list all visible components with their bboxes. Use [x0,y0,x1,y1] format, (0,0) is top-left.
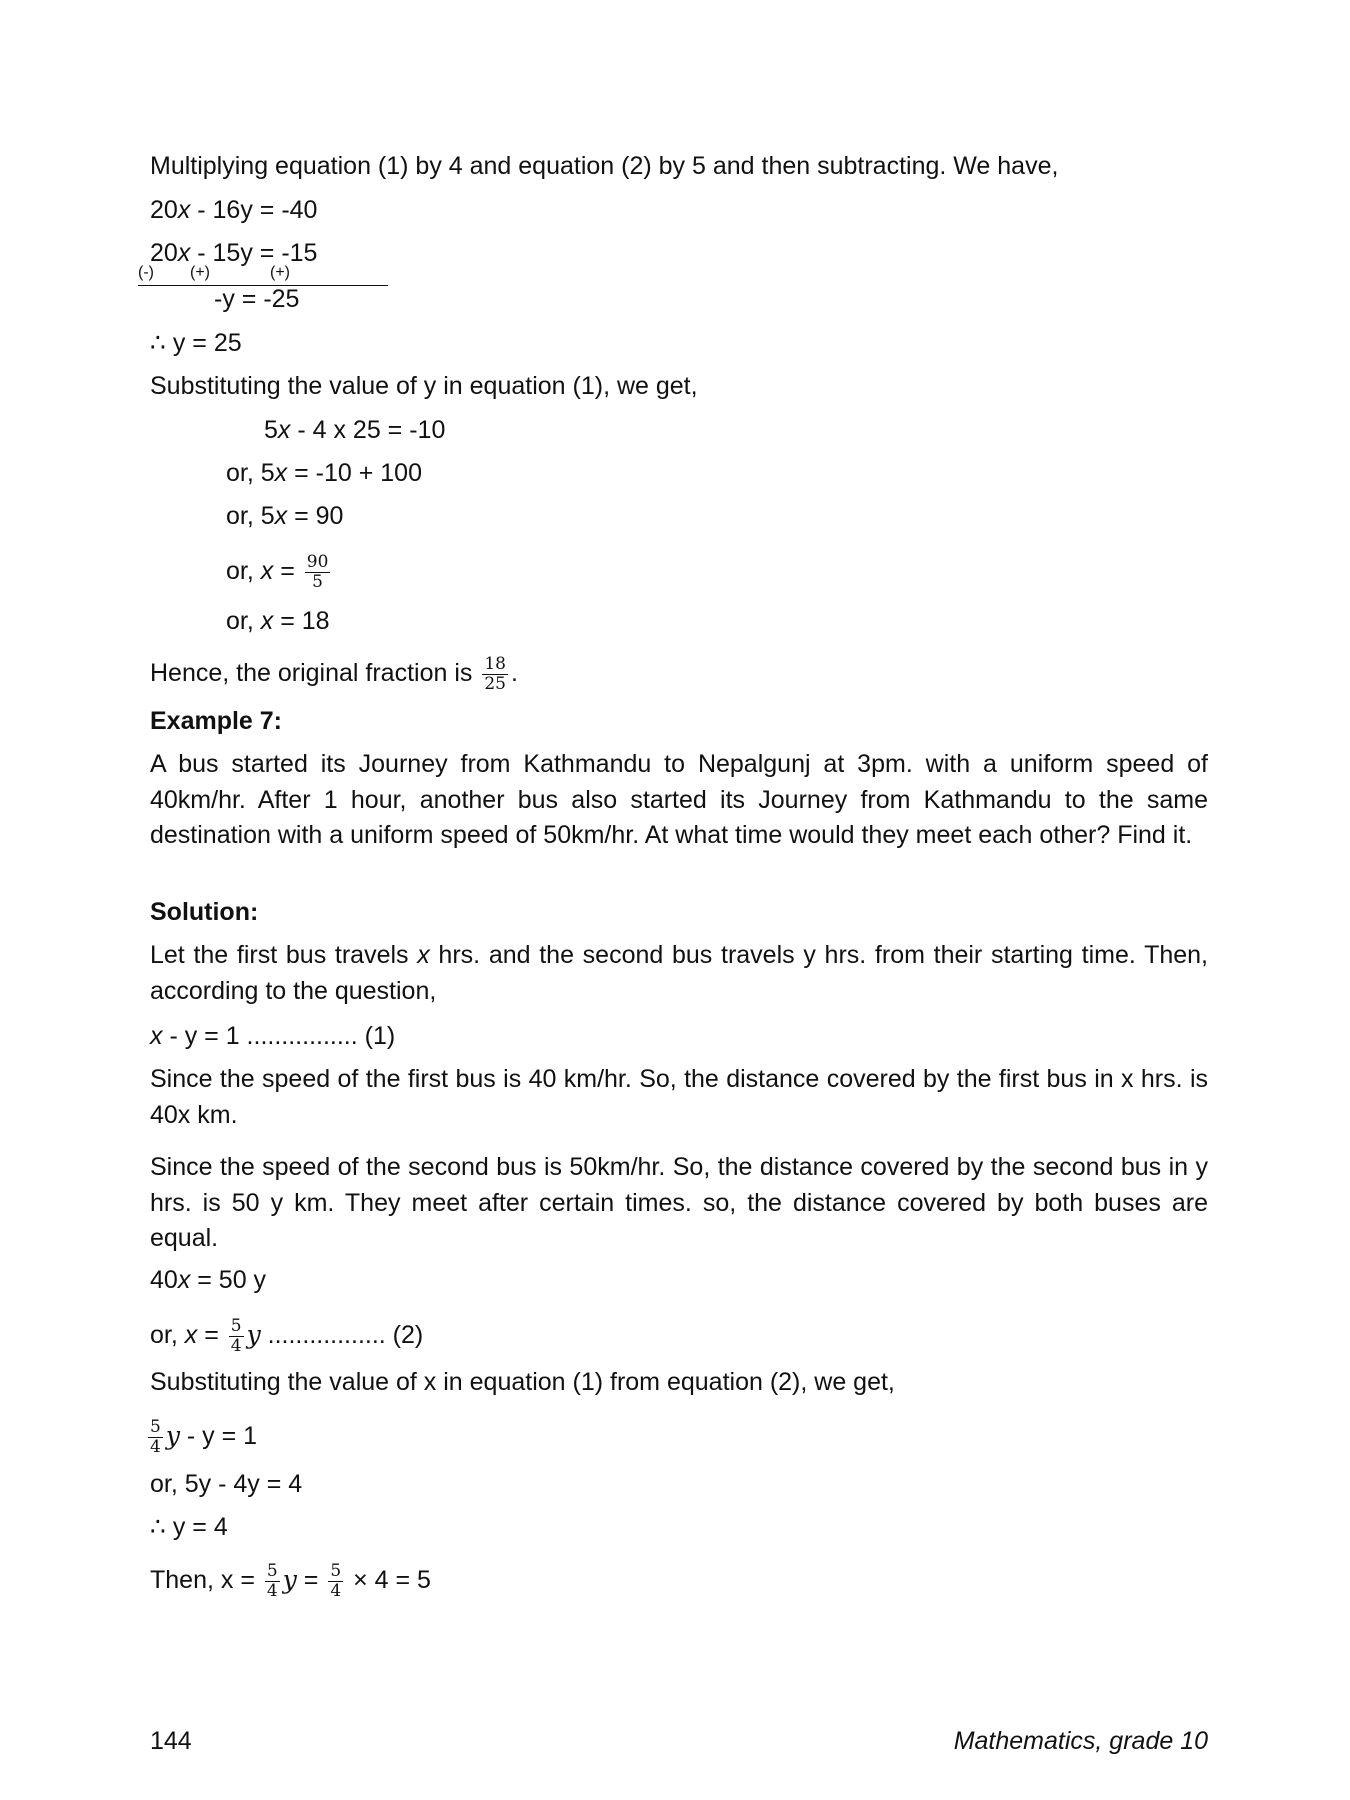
equation-3-y: y [165,1421,180,1451]
step-5-var: x [260,607,274,635]
substitution-line-2: Substituting the value of x in equation (1) from equation (2), we get, [150,1368,895,1396]
step-5 [226,606,330,636]
fraction-denominator: 25 [484,674,506,694]
example-title: Example 7: [150,707,283,735]
step-1-lead: 5 [264,416,278,444]
book-title: Mathematics, grade 10 [953,1727,1208,1755]
fraction-denominator: 4 [266,1581,278,1601]
step-1-var: x [277,416,291,444]
equation-difference: -y = -25 [214,285,300,313]
equation-1 [150,1021,395,1051]
equation-5 [150,1562,431,1601]
fraction-denominator: 4 [330,1581,342,1601]
fraction-denominator: 5 [312,572,323,592]
equation-speed-rest: = 50 y [190,1266,267,1294]
step-4-var: x [260,557,274,586]
step-2-rest: = -10 + 100 [287,459,422,487]
sign-minus: (-) [138,264,154,281]
fraction-90-over-5 [305,553,331,592]
fraction-denominator: 4 [150,1437,161,1457]
equation-2-y: y [246,1320,261,1350]
equation-3 [148,1418,257,1457]
hence-period: . [510,659,518,688]
fraction-numerator: 18 [484,654,506,674]
fraction-numerator: 5 [266,1561,278,1581]
step-1-rest: - 4 x 25 = -10 [290,416,446,444]
hence-text: Hence, the original fraction is [150,659,480,688]
equation-a-var: x [177,196,191,224]
equation-a-rest: - 16y = -40 [190,196,318,224]
therefore-y-25: ∴ y = 25 [150,329,242,357]
equation-1-rest: - y = 1 ................ (1) [162,1022,396,1050]
equation-5-rest: × 4 = 5 [346,1566,431,1595]
step-5-rest: = 18 [273,607,330,635]
sign-plus-2: (+) [270,264,290,281]
equation-2-var: x [184,1321,198,1350]
fraction-numerator: 5 [230,1316,242,1336]
step-3-var: x [274,502,288,530]
fraction-5-over-4-a [265,1562,280,1601]
equation-speed [150,1265,266,1295]
step-4 [226,553,333,592]
solution-paragraph-1 [150,938,1208,1009]
page-number: 144 [150,1727,192,1755]
equation-a-lead: 20 [150,196,178,224]
intro-line: Multiplying equation (1) by 4 and equation (2) by 5 and then subtracting. We have, [150,152,1059,180]
step-4-lead: or, [226,557,261,586]
equation-speed-var: x [177,1266,191,1294]
substitution-line-1: Substituting the value of y in equation (1), we get, [150,372,698,400]
solution-paragraph-1-var: x [417,941,430,969]
solution-paragraph-2: Since the speed of the first bus is 40 km/hr. So, the distance covered by the first bus in x hrs. is 40x km. [150,1065,1208,1129]
solution-paragraph-1-a: Let the first bus travels [150,941,418,969]
step-3-rest: = 90 [287,502,344,530]
equation-b-var: x [177,239,191,267]
equation-a [150,195,317,225]
equation-2-lead: or, [150,1321,185,1350]
sign-plus-1: (+) [190,264,210,281]
step-2 [226,458,422,488]
fraction-denominator: 4 [230,1336,242,1356]
equation-2-rest: ................. (2) [260,1321,424,1350]
solution-paragraph-1-b: hrs. and the second bus travels y hrs. from their starting time. Then, according to the question, [150,941,1208,1005]
fraction-5-over-4-b [328,1562,343,1601]
equation-3-rest: - y = 1 [179,1422,258,1451]
equation-1-var: x [150,1022,163,1050]
fraction-5-over-4 [148,1418,163,1457]
step-3 [226,501,343,531]
equation-5-y: y [282,1565,297,1595]
therefore-y-4: ∴ y = 4 [150,1513,228,1541]
hence-line [150,655,518,694]
solution-title: Solution: [150,898,259,926]
step-1 [264,415,445,445]
step-5-lead: or, [226,607,261,635]
example-text: A bus started its Journey from Kathmandu to Nepalgunj at 3pm. with a uniform speed of 40km/hr. After 1 hour, another bus also started its Journey from Kathmandu to the same destination with a uniform speed of 50km/hr. At what time would they meet each other? Find it. [150,750,1208,849]
equation-speed-lead: 40 [150,1266,178,1294]
fraction-18-over-25 [482,655,508,694]
equation-b [150,238,317,268]
equation-2-mid: = [197,1321,226,1350]
fraction-numerator: 90 [306,552,329,572]
equation-5-mid: = [296,1566,326,1595]
solution-paragraph-3: Since the speed of the second bus is 50km/hr. So, the distance covered by the second bus in y hrs. is 50 y km. They meet after certain times. so, the distance covered by both buses are equal. [150,1153,1208,1252]
equation-4: or, 5y - 4y = 4 [150,1470,303,1498]
equation-5-lead: Then, x = [150,1566,262,1595]
equation-2 [150,1317,423,1356]
step-2-var: x [274,459,288,487]
step-2-lead: or, 5 [226,459,275,487]
fraction-5-over-4 [229,1317,244,1356]
fraction-numerator: 5 [330,1561,342,1581]
equation-b-rest: - 15y = -15 [190,239,318,267]
equation-b-lead: 20 [150,239,178,267]
step-4-rest: = [273,557,302,586]
step-3-lead: or, 5 [226,502,275,530]
fraction-numerator: 5 [150,1417,161,1437]
